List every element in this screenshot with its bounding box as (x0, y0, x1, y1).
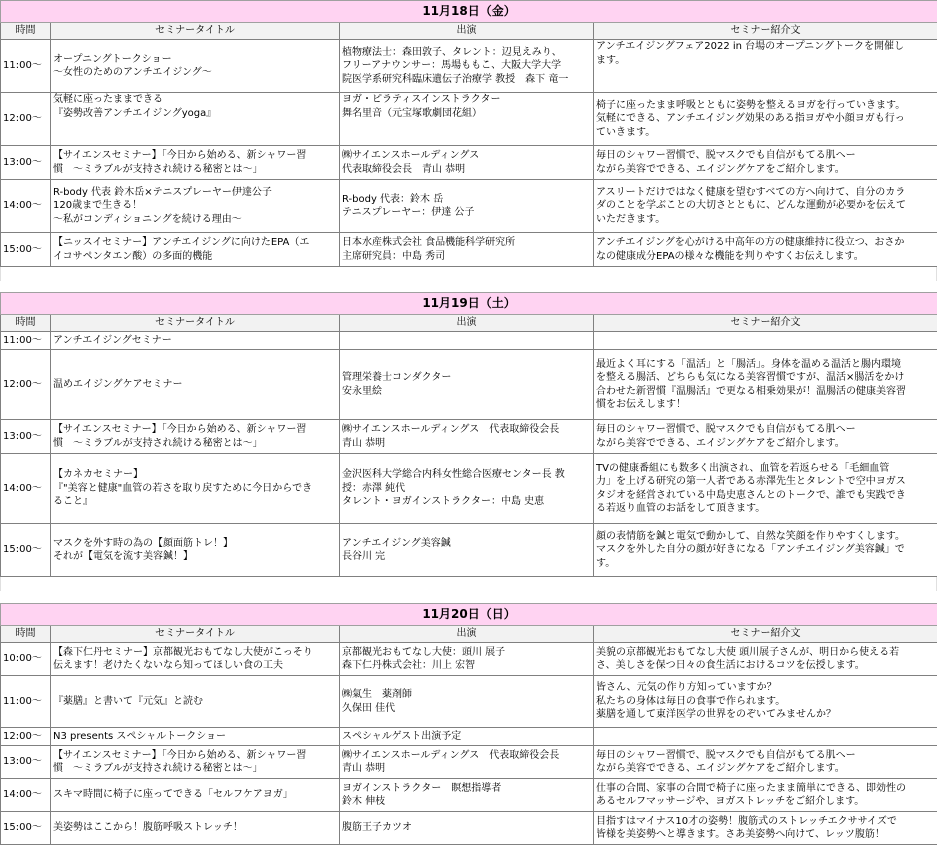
row-intro: 美貌の京都観光おもてなし大使 頭川展子さんが、明日から使える若 さ、美しさを保つ日々の食生活におけるコツを伝授します。 (594, 643, 937, 676)
row-time: 12:00～ (1, 93, 51, 146)
row-title: 【サイエンスセミナー】「今日から始める、新シャワー習 慣 ～ミラブルが支持され続ける秘密とは～」 (51, 420, 340, 454)
row-time: 13:00～ (1, 746, 51, 779)
row-title: 気軽に座ったままできる 『姿勢改善アンチエイジングyoga』 (51, 93, 340, 146)
header-time: 時間 (1, 626, 51, 643)
table-row (1, 643, 937, 676)
row-performer: ヨガインストラクター 瞑想指導者 鈴木 伸枝 (340, 779, 594, 812)
row-time: 14:00～ (1, 454, 51, 524)
table-row (1, 350, 937, 420)
day-section (0, 603, 937, 845)
row-intro: 最近よく耳にする「温活」と「腸活」。身体を温める温活と腸内環境 を整える腸活、どちらも気になる美容習慣ですが、温活×腸活をかけ 合わせた新習慣『温腸活』で更なる相乗効果が！温腸活の健康美容習 慣をお伝えします！ (594, 350, 937, 420)
row-intro: 顔の表情筋を鍼と電気で動かして、自然な笑顔を作りやすくします。 マスクを外した自分の顔が好きになる「アンチエイジング美容鍼」で す。 (594, 524, 937, 577)
table-row (1, 454, 937, 524)
table-row (1, 779, 937, 812)
row-performer: ㈱サイエンスホールディングス 代表取締役会長 青山 恭明 (340, 146, 594, 180)
row-intro: 椅子に座ったまま呼吸とともに姿勢を整えるヨガを行っていきます。 気軽にできる、アンチエイジング効果のある指ヨガや小顔ヨガも行っ ていきます。 (594, 93, 937, 146)
header-time: 時間 (1, 315, 51, 332)
row-performer: 金沢医科大学総合内科女性総合医療センター長 教 授：赤澤 純代 タレント・ヨガインストラクター：中島 史恵 (340, 454, 594, 524)
table-row (1, 40, 937, 93)
row-intro: アンチエイジングフェア2022 in 台場のオープニングトークを開催し ます。 (594, 40, 937, 93)
row-intro: 皆さん、元気の作り方知っていますか？ 私たちの身体は毎日の食事で作られます。 薬膳を通して東洋医学の世界をのぞいてみませんか？ (594, 676, 937, 728)
header-title: セミナータイトル (51, 23, 340, 40)
day-section (0, 292, 937, 591)
schedule-table (0, 292, 937, 577)
row-time: 15:00～ (1, 812, 51, 845)
table-row (1, 676, 937, 728)
row-title: N3 presents スペシャルトークショー (51, 728, 340, 746)
row-title: 美姿勢はここから！腹筋呼吸ストレッチ！ (51, 812, 340, 845)
row-performer: 日本水産株式会社 食品機能科学研究所 主席研究員：中島 秀司 (340, 233, 594, 267)
row-title: 【ニッスイセミナー】アンチエイジングに向けたEPA（エ イコサペンタエン酸）の多面的機能 (51, 233, 340, 267)
row-time: 11:00～ (1, 332, 51, 350)
section-spacer (0, 577, 937, 591)
row-title: 【森下仁丹セミナー】京都観光おもてなし大使がこっそり 伝えます！老けたくないなら知ってほしい食の工夫 (51, 643, 340, 676)
table-row (1, 332, 937, 350)
header-title: セミナータイトル (51, 626, 340, 643)
row-time: 15:00～ (1, 233, 51, 267)
row-title: 【カネカセミナー】 『"美容と健康"血管の若さを取り戻すために今日からでき ること』 (51, 454, 340, 524)
row-intro: アンチエイジングを心がける中高年の方の健康維持に役立つ、おさか なの健康成分EPAの様々な機能を判りやすくお伝えします。 (594, 233, 937, 267)
day-date: 11月20日（日） (1, 604, 937, 626)
row-time: 10:00～ (1, 643, 51, 676)
row-performer: 京都観光おもてなし大使：頭川 展子 森下仁丹株式会社：川上 宏智 (340, 643, 594, 676)
table-row (1, 93, 937, 146)
header-time: 時間 (1, 23, 51, 40)
row-intro: アスリートだけではなく健康を望むすべての方へ向けて、自分のカラ ダのことを学ぶことの大切さとともに、どんな運動が必要かを伝えて いただきます。 (594, 180, 937, 233)
row-performer: 管理栄養士コンダクター 安永里絵 (340, 350, 594, 420)
row-title: R-body 代表 鈴木岳×テニスプレーヤー伊達公子 120歳まで生きる！ ～私がコンディショニングを続ける理由～ (51, 180, 340, 233)
row-performer: ヨガ・ピラティスインストラクター 舞名里音（元宝塚歌劇団花組） (340, 93, 594, 146)
row-title: オープニングトークショー ～女性のためのアンチエイジング～ (51, 40, 340, 93)
section-spacer (0, 267, 937, 281)
header-performer: 出演 (340, 23, 594, 40)
row-performer: ㈱サイエンスホールディングス 代表取締役会長 青山 恭明 (340, 746, 594, 779)
day-date: 11月19日（土） (1, 293, 937, 315)
row-title: 【サイエンスセミナー】「今日から始める、新シャワー習 慣 ～ミラブルが支持され続ける秘密とは～」 (51, 146, 340, 180)
row-performer: ㈱サイエンスホールディングス 代表取締役会長 青山 恭明 (340, 420, 594, 454)
row-time: 11:00～ (1, 40, 51, 93)
row-time: 11:00～ (1, 676, 51, 728)
row-time: 12:00～ (1, 728, 51, 746)
table-row (1, 812, 937, 845)
row-time: 12:00～ (1, 350, 51, 420)
table-row (1, 728, 937, 746)
row-time: 13:00～ (1, 146, 51, 180)
row-performer (340, 332, 594, 350)
header-performer: 出演 (340, 626, 594, 643)
schedule-table (0, 0, 937, 267)
row-time: 13:00～ (1, 420, 51, 454)
header-title: セミナータイトル (51, 315, 340, 332)
row-title: 『薬膳』と書いて『元気』と読む (51, 676, 340, 728)
row-performer: 植物療法士：森田敦子、タレント：辺見えみり、 フリーアナウンサー：馬場ももこ、大阪大学大学 院医学系研究科臨床遺伝子治療学 教授 森下 竜一 (340, 40, 594, 93)
table-row (1, 180, 937, 233)
row-time: 14:00～ (1, 180, 51, 233)
row-intro: 毎日のシャワー習慣で、脱マスクでも自信がもてる肌へー ながら美容でできる、エイジングケアをご紹介します。 (594, 146, 937, 180)
row-performer: スペシャルゲスト出演予定 (340, 728, 594, 746)
table-row (1, 524, 937, 577)
row-performer: アンチエイジング美容鍼 長谷川 完 (340, 524, 594, 577)
row-intro: TVの健康番組にも数多く出演され、血管を若返らせる「毛細血管 力」を上げる研究の第一人者である赤澤先生とタレントで空中ヨガス タジオを経営されている中島史恵さんとのトークで、誰でも実践でき る若返り血管のお話をして頂きます。 (594, 454, 937, 524)
table-row (1, 233, 937, 267)
row-performer: ㈱氣生 薬剤師 久保田 佳代 (340, 676, 594, 728)
row-title: マスクを外す時の為の【顔面筋トレ！】 それが【電気を流す美容鍼！】 (51, 524, 340, 577)
row-performer: 腹筋王子カツオ (340, 812, 594, 845)
header-intro: セミナー紹介文 (594, 315, 937, 332)
schedule-table (0, 603, 937, 845)
row-title: スキマ時間に椅子に座ってできる「セルフケアヨガ」 (51, 779, 340, 812)
header-intro: セミナー紹介文 (594, 626, 937, 643)
row-time: 14:00～ (1, 779, 51, 812)
header-performer: 出演 (340, 315, 594, 332)
row-intro: 目指すはマイナス10才の姿勢！腹筋式のストレッチエクササイズで 皆様を美姿勢へと導きます。さあ美姿勢へ向けて、レッツ腹筋！ (594, 812, 937, 845)
row-title: アンチエイジングセミナー (51, 332, 340, 350)
table-row (1, 746, 937, 779)
row-intro (594, 332, 937, 350)
row-performer: R-body 代表：鈴木 岳 テニスプレーヤー：伊達 公子 (340, 180, 594, 233)
header-intro: セミナー紹介文 (594, 23, 937, 40)
row-title: 温めエイジングケアセミナー (51, 350, 340, 420)
day-section (0, 0, 937, 281)
row-intro: 仕事の合間、家事の合間で椅子に座ったまま簡単にできる、即効性の あるセルフマッサージや、ヨガストレッチをご紹介します。 (594, 779, 937, 812)
row-intro: 毎日のシャワー習慣で、脱マスクでも自信がもてる肌へー ながら美容でできる、エイジングケアをご紹介します。 (594, 746, 937, 779)
row-time: 15:00～ (1, 524, 51, 577)
row-intro: 毎日のシャワー習慣で、脱マスクでも自信がもてる肌へー ながら美容でできる、エイジングケアをご紹介します。 (594, 420, 937, 454)
row-intro (594, 728, 937, 746)
day-date: 11月18日（金） (1, 1, 937, 23)
table-row (1, 146, 937, 180)
row-title: 【サイエンスセミナー】「今日から始める、新シャワー習 慣 ～ミラブルが支持され続ける秘密とは～」 (51, 746, 340, 779)
table-row (1, 420, 937, 454)
